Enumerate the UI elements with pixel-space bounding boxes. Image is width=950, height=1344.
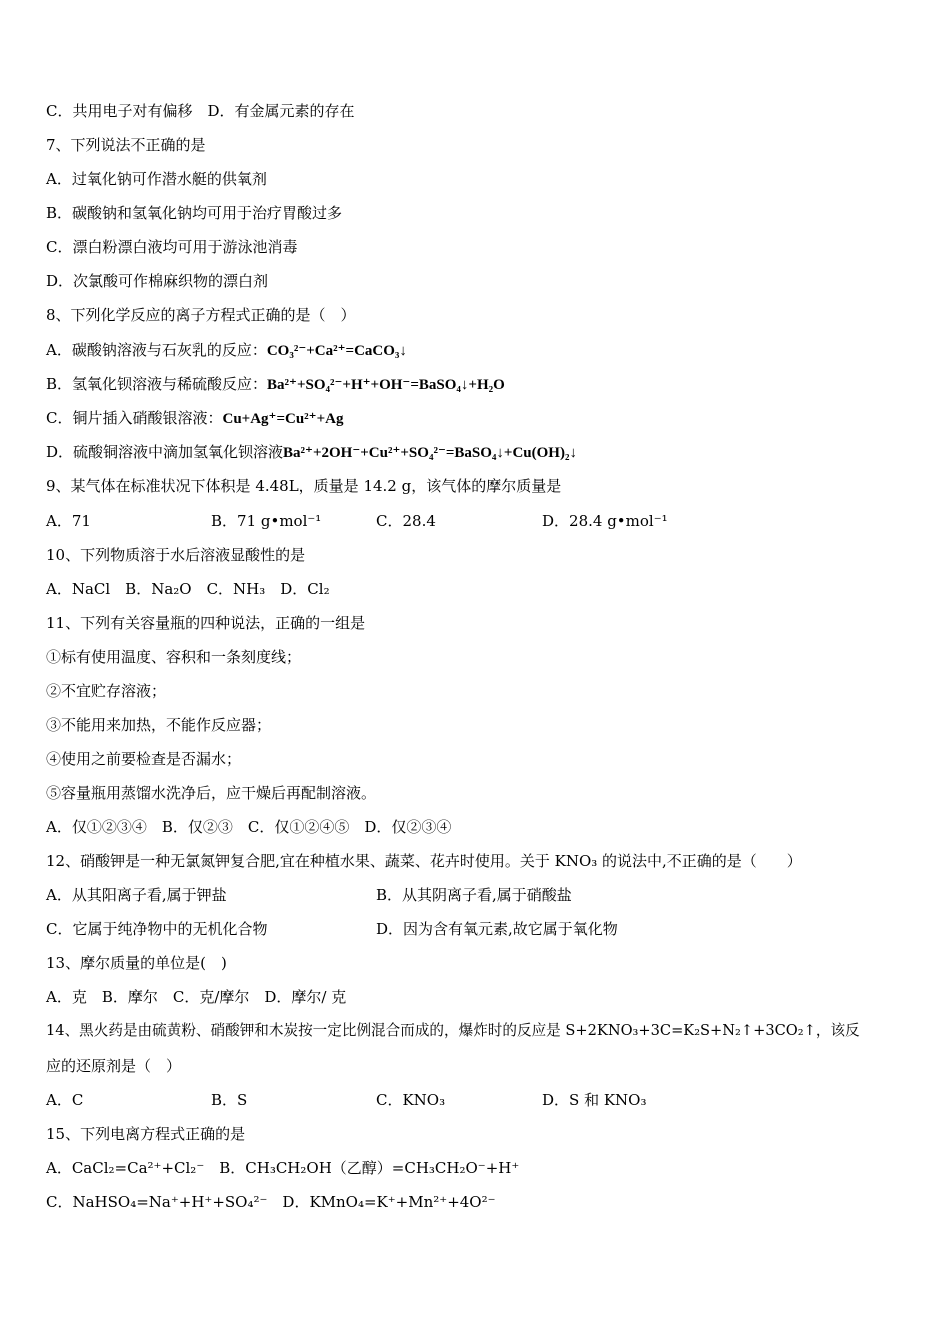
- q14-stem-line2: 应的还原剂是（ ）: [46, 1057, 182, 1075]
- q12-option-c: C．它属于纯净物中的无机化合物: [46, 920, 268, 938]
- q14-option-a: A．C: [46, 1091, 84, 1109]
- q15-options-cd: C．NaHSO₄=Na⁺+H⁺+SO₄²⁻ D．KMnO₄=K⁺+Mn²⁺+4O²⁻: [46, 1193, 496, 1211]
- q15-stem: 15、下列电离方程式正确的是: [46, 1125, 246, 1143]
- q8-stem: 8、下列化学反应的离子方程式正确的是（ ）: [46, 306, 356, 324]
- q8-option-d-label: D．硫酸铜溶液中滴加氢氧化钡溶液: [46, 443, 284, 461]
- q12-option-b: B．从其阴离子看,属于硝酸盐: [376, 886, 572, 904]
- q15-options-ab: A．CaCl₂=Ca²⁺+Cl₂⁻ B．CH₃CH₂OH（乙醇）=CH₃CH₂O⁻+H⁺: [46, 1159, 520, 1177]
- q11-item-4: ④使用之前要检查是否漏水；: [46, 750, 242, 768]
- q10-options: A．NaCl B．Na₂O C．NH₃ D．Cl₂: [46, 580, 330, 598]
- q8-option-b-label: B．氢氧化钡溶液与稀硫酸反应：: [46, 375, 268, 393]
- q13-stem: 13、摩尔质量的单位是( ): [46, 954, 227, 972]
- q11-item-1: ①标有使用温度、容积和一条刻度线；: [46, 648, 302, 666]
- q8-option-a-label: A．碳酸钠溶液与石灰乳的反应：: [46, 341, 267, 359]
- q6-options-cd: C．共用电子对有偏移 D．有金属元素的存在: [46, 102, 355, 120]
- q9-option-c: C．28.4: [376, 512, 436, 530]
- q11-options: A．仅①②③④ B．仅②③ C．仅①②④⑤ D．仅②③④: [46, 818, 452, 836]
- q7-option-a: A．过氧化钠可作潜水艇的供氧剂: [46, 170, 267, 188]
- q14-options: [46, 1090, 906, 1110]
- q12-options-ab: [46, 885, 906, 905]
- q13-options: A．克 B．摩尔 C．克/摩尔 D．摩尔/ 克: [46, 988, 347, 1006]
- q9-option-b: B．71 g•mol⁻¹: [211, 512, 322, 530]
- q7-option-c: C．漂白粉漂白液均可用于游泳池消毒: [46, 238, 298, 256]
- q14-option-b: B．S: [211, 1091, 248, 1109]
- q8-option-a-equation: CO₃²⁻+Ca²⁺=CaCO₃↓: [266, 343, 407, 359]
- q12-options-cd: [46, 919, 906, 939]
- q7-option-d: D．次氯酸可作棉麻织物的漂白剂: [46, 272, 269, 290]
- q8-option-d: [46, 442, 577, 463]
- q14-option-c: C．KNO₃: [376, 1091, 446, 1109]
- q12-option-a: A．从其阳离子看,属于钾盐: [46, 886, 227, 904]
- q9-option-a: A．71: [46, 512, 91, 530]
- q8-option-b-equation: Ba²⁺+SO₄²⁻+H⁺+OH⁻=BaSO₄↓+H₂O: [267, 377, 505, 393]
- q9-option-d: D．28.4 g•mol⁻¹: [542, 512, 668, 530]
- q8-option-c-equation: Cu+Ag⁺=Cu²⁺+Ag: [222, 411, 344, 427]
- q8-option-b: [46, 374, 505, 395]
- q8-option-c-label: C．铜片插入硝酸银溶液：: [46, 409, 223, 427]
- q7-option-b: B．碳酸钠和氢氧化钠均可用于治疗胃酸过多: [46, 204, 343, 222]
- q12-stem: 12、硝酸钾是一种无氯氮钾复合肥,宜在种植水果、蔬菜、花卉时使用。关于 KNO₃ 的说法中,不正确的是（ ）: [46, 852, 802, 870]
- q12-option-d: D．因为含有氧元素,故它属于氧化物: [376, 920, 618, 938]
- q7-stem: 7、下列说法不正确的是: [46, 136, 206, 154]
- q8-option-a: [46, 340, 407, 361]
- q9-stem: 9、某气体在标准状况下体积是 4.48L，质量是 14.2 g，该气体的摩尔质量是: [46, 477, 562, 495]
- q11-item-5: ⑤容量瓶用蒸馏水洗净后，应干燥后再配制溶液。: [46, 784, 377, 802]
- q14-option-d: D．S 和 KNO₃: [542, 1091, 647, 1109]
- q11-stem: 11、下列有关容量瓶的四种说法，正确的一组是: [46, 614, 366, 632]
- q10-stem: 10、下列物质溶于水后溶液显酸性的是: [46, 546, 306, 564]
- q8-option-c: [46, 408, 343, 429]
- q11-item-3: ③不能用来加热，不能作反应器；: [46, 716, 272, 734]
- q9-options: [46, 511, 906, 531]
- q14-stem-line1: 14、黑火药是由硫黄粉、硝酸钾和木炭按一定比例混合而成的，爆炸时的反应是 S+2KNO₃+3C=K₂S+N₂↑+3CO₂↑，该反: [46, 1022, 860, 1039]
- q8-option-d-equation: Ba²⁺+2OH⁻+Cu²⁺+SO₄²⁻=BaSO₄↓+Cu(OH)₂↓: [283, 445, 577, 461]
- q11-item-2: ②不宜贮存溶液；: [46, 682, 167, 700]
